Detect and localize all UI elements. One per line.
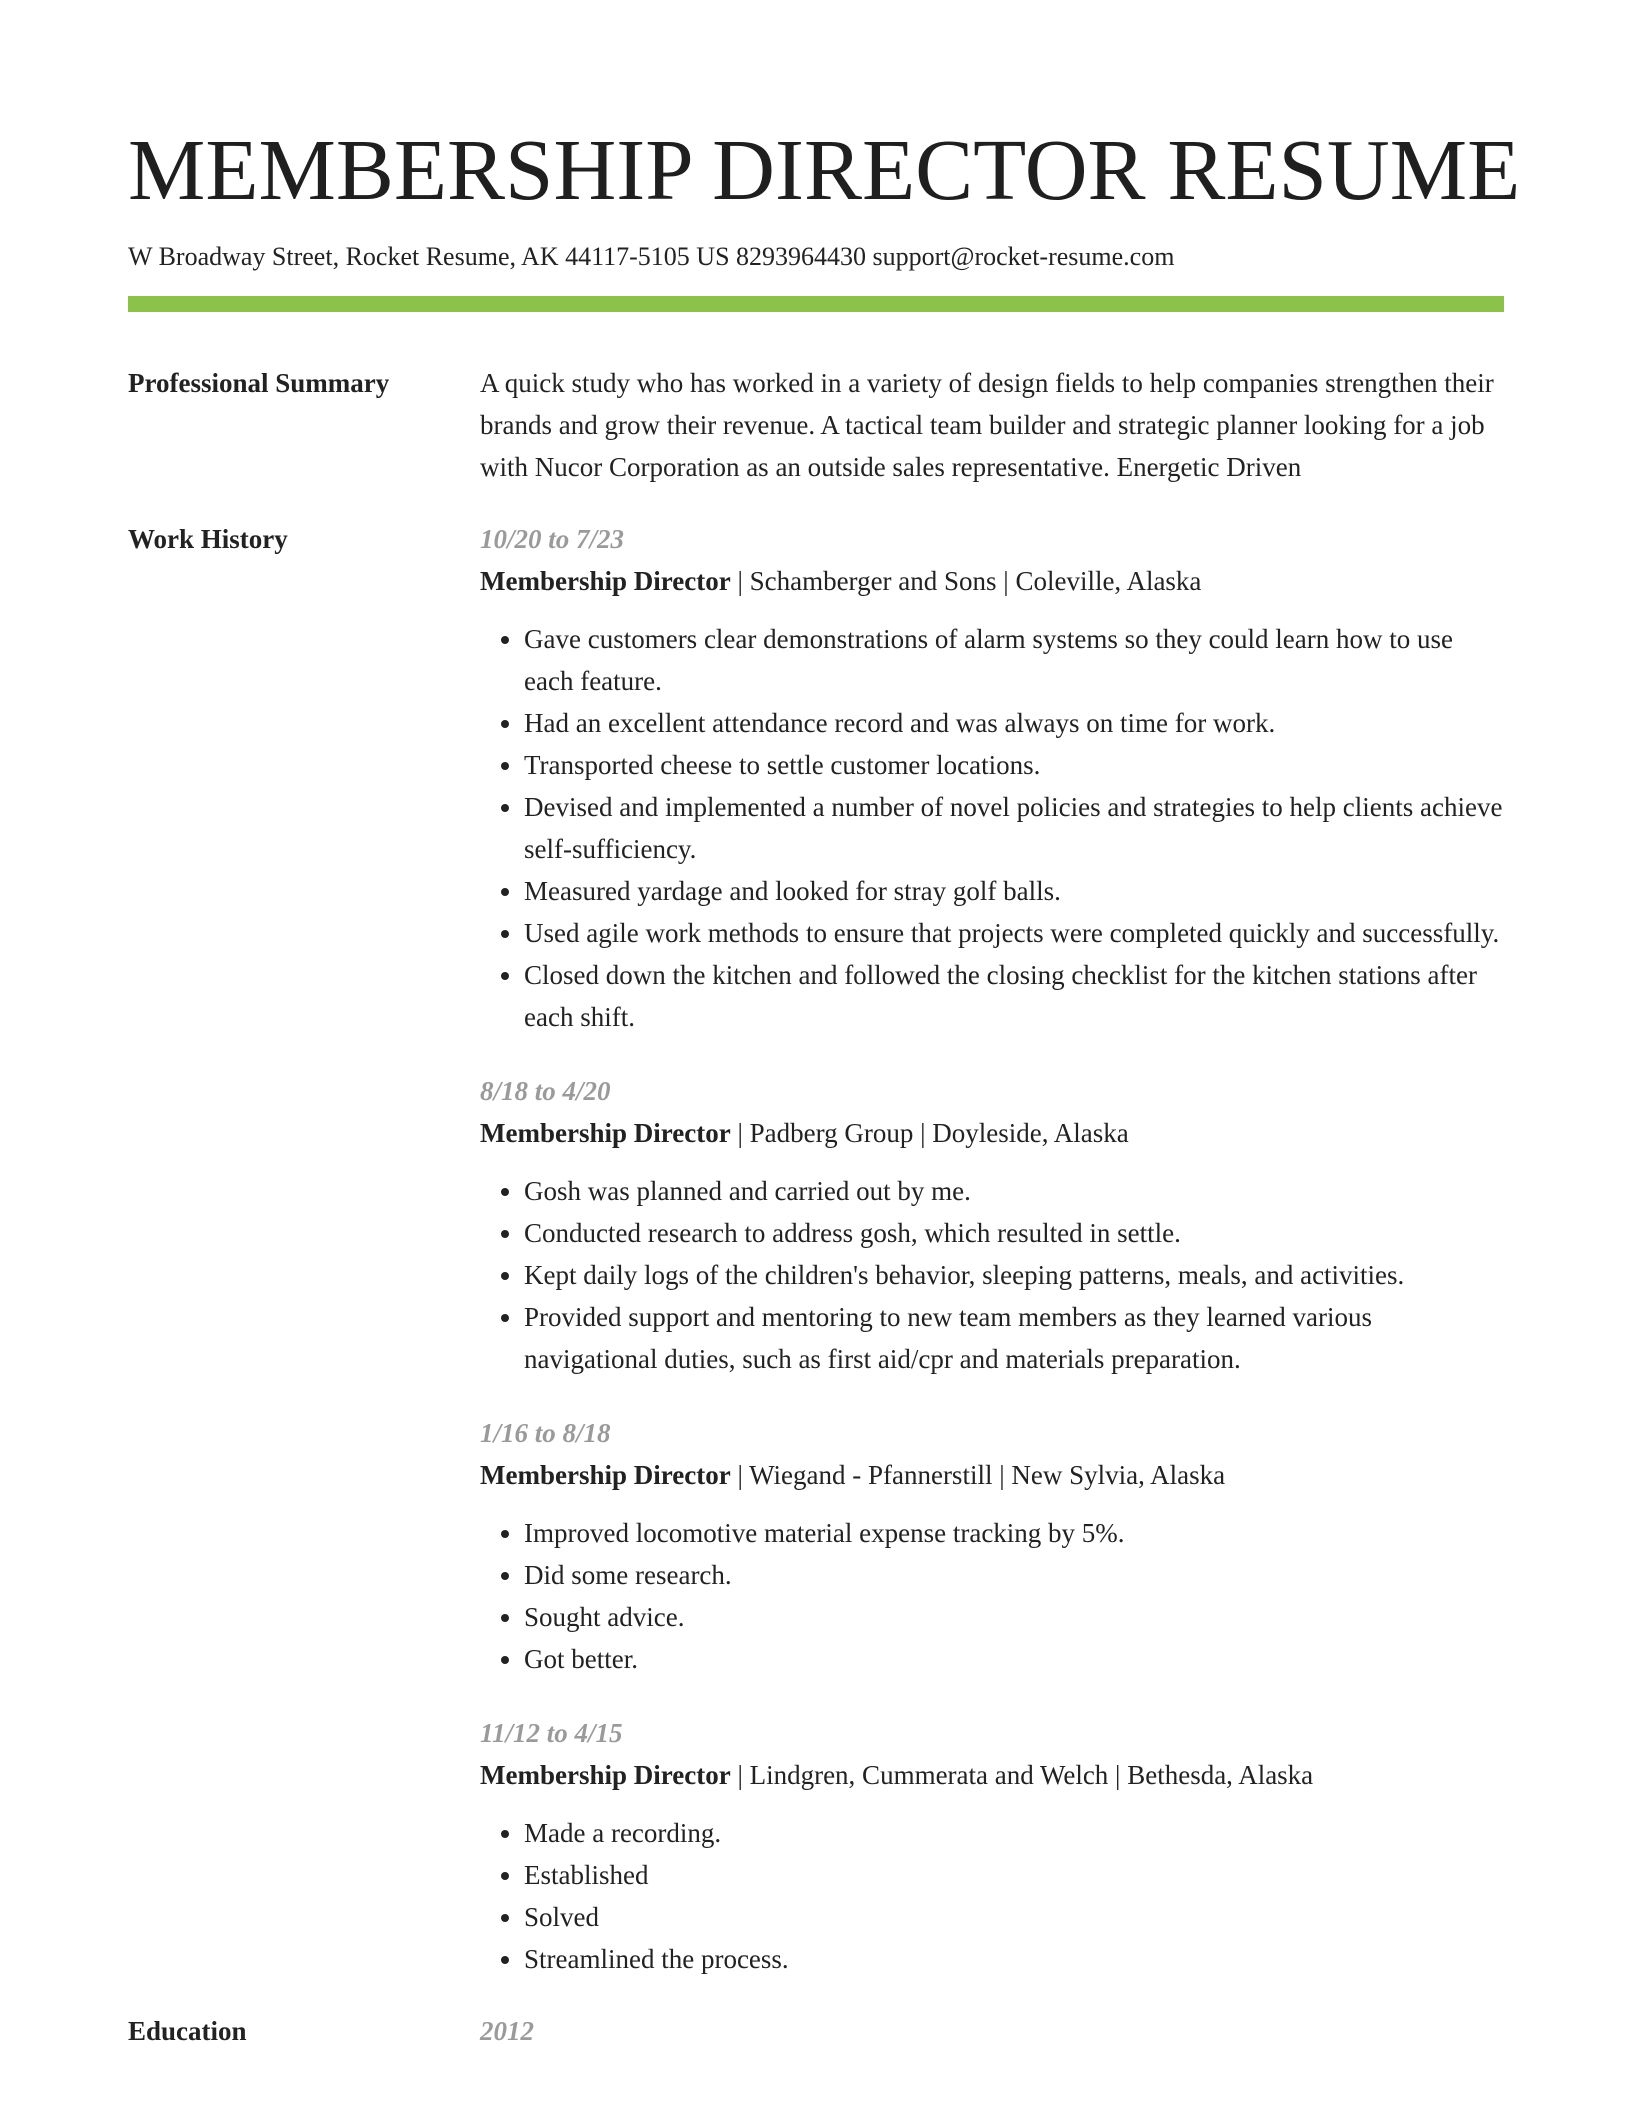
- section-label-work: Work History: [128, 524, 288, 554]
- job-role: Membership Director: [480, 1460, 731, 1490]
- section-label-education: Education: [128, 2016, 247, 2046]
- resume-title: MEMBERSHIP DIRECTOR RESUME: [128, 121, 1521, 218]
- section-label-summary: Professional Summary: [128, 368, 390, 398]
- list-item: • Solved: [524, 1896, 1504, 1938]
- list-item: • Got better.: [524, 1638, 1504, 1680]
- list-item: • Improved locomotive material expense tracking by 5%.: [524, 1512, 1504, 1554]
- job-employer-location: | Lindgren, Cummerata and Welch | Bethesda, Alaska: [730, 1760, 1314, 1790]
- job-bullet-list: [480, 1512, 1504, 1680]
- list-item: • Sought advice.: [524, 1596, 1504, 1638]
- list-item: • Measured yardage and looked for stray golf balls.: [524, 870, 1504, 912]
- list-item: • Transported cheese to settle customer locations.: [524, 744, 1504, 786]
- education-section: [128, 2010, 1504, 2052]
- list-item: • Made a recording.: [524, 1812, 1504, 1854]
- education-body: [480, 2010, 1504, 2052]
- job-bullet-list: [480, 1812, 1504, 1980]
- job-employer-location: | Wiegand - Pfannerstill | New Sylvia, Alaska: [730, 1460, 1226, 1490]
- list-item: • Provided support and mentoring to new team members as they learned various navigational duties, such as first aid/cpr and materials preparation.: [524, 1296, 1504, 1380]
- list-item: • Used agile work methods to ensure that projects were completed quickly and successfully.: [524, 912, 1504, 954]
- list-item: • Did some research.: [524, 1554, 1504, 1596]
- professional-summary-section: [128, 362, 1504, 488]
- work-history-section: [128, 518, 1504, 1980]
- job-entry: [480, 518, 1504, 1038]
- list-item: • Gave customers clear demonstrations of alarm systems so they could learn how to use each feature.: [524, 618, 1504, 702]
- job-title-line: [480, 1454, 1504, 1496]
- list-item: • Kept daily logs of the children's behavior, sleeping patterns, meals, and activities.: [524, 1254, 1504, 1296]
- summary-body: [480, 362, 1504, 488]
- job-dates: 1/16 to 8/18: [480, 1418, 611, 1448]
- job-role: Membership Director: [480, 566, 731, 596]
- job-dates: 11/12 to 4/15: [480, 1718, 623, 1748]
- job-role: Membership Director: [480, 1118, 731, 1148]
- job-title-line: [480, 1754, 1504, 1796]
- job-entry: [480, 1712, 1504, 1980]
- job-entry: [480, 1070, 1504, 1380]
- list-item: • Gosh was planned and carried out by me.: [524, 1170, 1504, 1212]
- education-dates: 2012: [480, 2016, 534, 2046]
- job-employer-location: | Schamberger and Sons | Coleville, Alaska: [730, 566, 1202, 596]
- list-item: • Had an excellent attendance record and was always on time for work.: [524, 702, 1504, 744]
- job-bullet-list: [480, 618, 1504, 1038]
- job-dates: 10/20 to 7/23: [480, 524, 625, 554]
- list-item: • Established: [524, 1854, 1504, 1896]
- job-employer-location: | Padberg Group | Doyleside, Alaska: [730, 1118, 1129, 1148]
- list-item: • Closed down the kitchen and followed the closing checklist for the kitchen stations after each shift.: [524, 954, 1504, 1038]
- work-history-body: [480, 518, 1504, 1980]
- list-item: • Conducted research to address gosh, which resulted in settle.: [524, 1212, 1504, 1254]
- job-title-line: [480, 1112, 1504, 1154]
- job-title-line: [480, 560, 1504, 602]
- list-item: • Devised and implemented a number of novel policies and strategies to help clients achieve self-sufficiency.: [524, 786, 1504, 870]
- summary-text: A quick study who has worked in a variety of design fields to help companies strengthen their brands and grow their revenue. A tactical team builder and strategic planner looking for a job with Nucor Corporation as an outside sales representative. Energetic Driven: [480, 368, 1494, 482]
- job-entry: [480, 1412, 1504, 1680]
- job-role: Membership Director: [480, 1760, 731, 1790]
- job-bullet-list: [480, 1170, 1504, 1380]
- resume-page: [128, 0, 1521, 2052]
- contact-line: W Broadway Street, Rocket Resume, AK 44117-5105 US 8293964430 support@rocket-resume.com: [128, 242, 1175, 271]
- header-divider: [128, 296, 1504, 312]
- job-dates: 8/18 to 4/20: [480, 1076, 611, 1106]
- list-item: • Streamlined the process.: [524, 1938, 1504, 1980]
